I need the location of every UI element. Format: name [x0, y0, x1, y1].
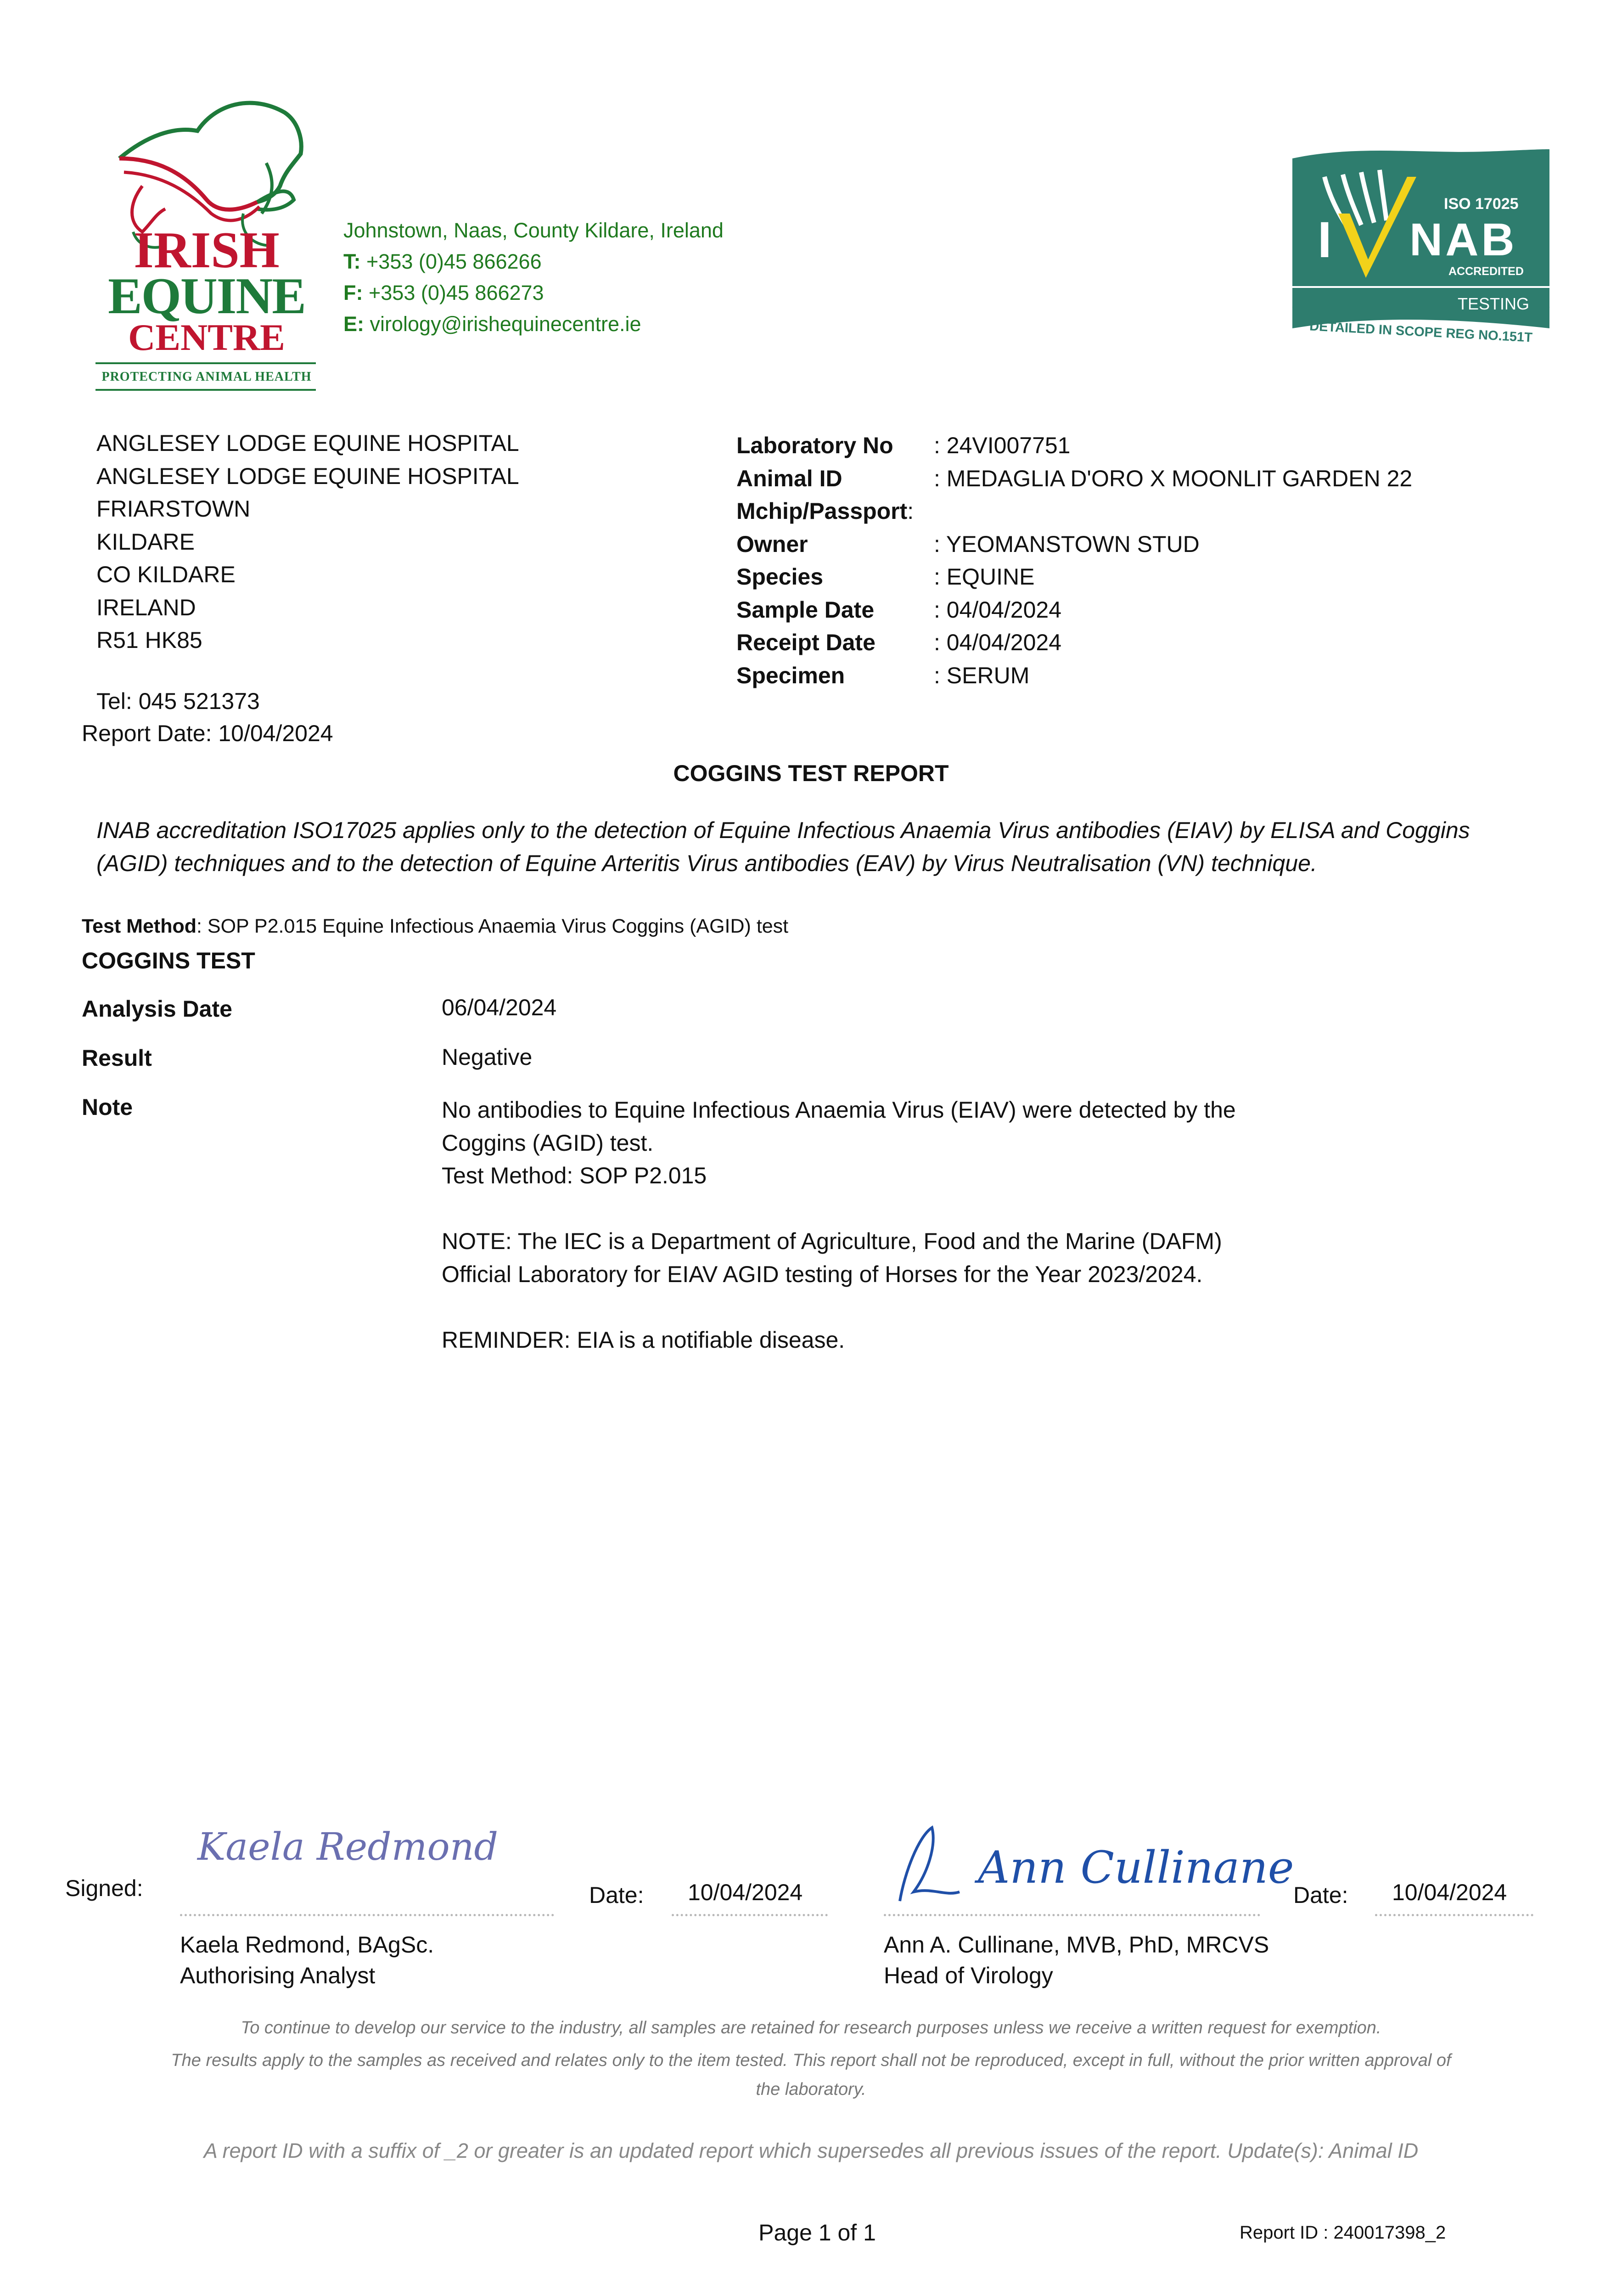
contact-email [343, 309, 724, 340]
address-line: R51 HK85 [96, 627, 202, 653]
logo-line-equine: EQUINE [108, 268, 305, 325]
lab-info-value: : [907, 498, 914, 524]
recipient-tel: Tel: 045 521373 [96, 688, 260, 714]
lab-info-row [736, 659, 1412, 692]
fax-number: +353 (0)45 866273 [369, 281, 544, 304]
lab-info-row [736, 462, 1412, 495]
date-line-right [1375, 1914, 1533, 1916]
report-id: Report ID : 240017398_2 [1240, 2223, 1446, 2243]
handwritten-signature-right [881, 1818, 1294, 1910]
svg-text:Kaela Redmond: Kaela Redmond [197, 1825, 499, 1869]
logo-line-centre: CENTRE [128, 316, 285, 358]
recipient-address [96, 427, 519, 657]
contact-address: Johnstown, Naas, County Kildare, Ireland [343, 219, 724, 242]
lab-info-row [736, 594, 1412, 627]
signed-label: Signed: [65, 1875, 143, 1901]
signature-line-left [180, 1914, 554, 1916]
lab-info-table [736, 429, 1412, 692]
logo-divider-bottom [95, 389, 316, 391]
signatory-name: Ann A. Cullinane, MVB, PhD, MRCVS [884, 1932, 1269, 1958]
lab-info-value: : MEDAGLIA D'ORO X MOONLIT GARDEN 22 [934, 465, 1413, 491]
address-line: ANGLESEY LODGE EQUINE HOSPITAL [96, 463, 519, 489]
inab-brand: NAB [1409, 214, 1517, 265]
lab-info-value: : 04/04/2024 [934, 630, 1062, 655]
svg-text:I: I [1318, 212, 1332, 268]
inab-testing: TESTING [1458, 294, 1530, 313]
inab-accreditation-note: INAB accreditation ISO17025 applies only to the detection of Equine Infectious Anaemia Virus antibodies (EIAV) by ELISA and Coggins (AGID) techniques and to the detection of Equine Arteritis Virus antibodies (EAV) by Virus Neutralisation (VN) technique. [96, 817, 1470, 876]
signatory-name: Kaela Redmond, BAgSc. [180, 1932, 434, 1958]
date-line-left [672, 1914, 828, 1916]
report-title: COGGINS TEST REPORT [673, 760, 949, 786]
phone-label: T: [343, 250, 361, 273]
footer-disclaimer [138, 2014, 1484, 2104]
disclaimer-line: To continue to develop our service to the industry, all samples are retained for research purposes unless we receive a written request for exemption. [241, 2018, 1381, 2037]
address-line: IRELAND [96, 594, 196, 620]
section-heading: COGGINS TEST [82, 948, 255, 974]
logo-tagline: PROTECTING ANIMAL HEALTH [101, 370, 312, 384]
lab-info-label: Species [736, 564, 824, 590]
test-method [82, 915, 788, 938]
logo-divider [95, 362, 316, 364]
date-value-right: 10/04/2024 [1392, 1880, 1507, 1905]
logo-line-irish: IRISH [134, 222, 280, 279]
signatory-right [884, 1930, 1269, 1991]
date-label-right: Date: [1293, 1882, 1348, 1908]
date-label-left: Date: [589, 1882, 644, 1908]
result-value: Negative [442, 1044, 533, 1070]
note-paragraph: NOTE: The IEC is a Department of Agriculture, Food and the Marine (DAFM) Official Laboratory for EIAV AGID testing of Horses for the Year 2023/2024. [442, 1228, 1222, 1287]
iec-logo [92, 94, 321, 406]
contact-fax [343, 277, 724, 309]
result-label: Result [82, 1045, 152, 1071]
signatory-title: Head of Virology [884, 1963, 1053, 1988]
lab-info-value: : YEOMANSTOWN STUD [934, 531, 1200, 557]
lab-info-label: Sample Date [736, 597, 875, 623]
signature-ann-cullinane [881, 1818, 1294, 1910]
signatory-title: Authorising Analyst [180, 1963, 376, 1988]
email-label: E: [343, 312, 364, 336]
address-line: KILDARE [96, 529, 195, 555]
inab-scope: DETAILED IN SCOPE REG NO.151T [1309, 319, 1533, 345]
lab-info-label: Specimen [736, 662, 845, 688]
lab-info-row [736, 626, 1412, 659]
lab-info-label: Animal ID [736, 465, 842, 491]
note-paragraph: No antibodies to Equine Infectious Anaemia Virus (EIAV) were detected by the Coggins (AGID) test. Test Method: SOP P2.015 [442, 1097, 1236, 1188]
note-text [442, 1094, 1268, 1390]
test-method-label: Test Method [82, 915, 197, 937]
lab-info-label: Laboratory No [736, 433, 893, 458]
note-paragraph: REMINDER: EIA is a notifiable disease. [442, 1327, 845, 1353]
lab-info-row [736, 561, 1412, 594]
lab-info-value: : SERUM [934, 662, 1030, 688]
contact-phone [343, 246, 724, 277]
lab-info-value: : EQUINE [934, 564, 1035, 590]
lab-info-row [736, 495, 1412, 528]
contact-block [343, 215, 724, 340]
lab-info-label: Receipt Date [736, 630, 876, 655]
lab-info-row [736, 528, 1412, 561]
lab-info-label: Mchip/Passport [736, 498, 908, 524]
update-note: A report ID with a suffix of _2 or greater is an updated report which supersedes all previous issues of the report. Update(s): Animal ID [203, 2139, 1419, 2162]
note-label: Note [82, 1094, 133, 1120]
test-method-value: : SOP P2.015 Equine Infectious Anaemia Virus Coggins (AGID) test [196, 915, 789, 937]
fax-label: F: [343, 281, 363, 304]
signature-kaela-redmond [193, 1816, 499, 1880]
lab-info-label: Owner [736, 531, 808, 557]
disclaimer-line: The results apply to the samples as received and relates only to the item tested. This report shall not be reproduced, except in full, without the prior written approval of the laboratory. [171, 2051, 1451, 2099]
lab-info-value: : 24VI007751 [934, 433, 1071, 458]
analysis-date-value: 06/04/2024 [442, 995, 557, 1020]
svg-text:Ann Cullinane: Ann Cullinane [978, 1842, 1294, 1893]
signature-line-right [884, 1914, 1260, 1916]
report-date: Report Date: 10/04/2024 [82, 720, 333, 746]
address-line: FRIARSTOWN [96, 496, 251, 522]
inab-iso: ISO 17025 [1444, 195, 1519, 213]
signatory-left [180, 1930, 434, 1991]
lab-info-value: : 04/04/2024 [934, 597, 1062, 623]
address-line: CO KILDARE [96, 562, 236, 587]
email-address: virology@irishequinecentre.ie [370, 312, 641, 336]
phone-number: +353 (0)45 866266 [366, 250, 542, 273]
address-line: ANGLESEY LODGE EQUINE HOSPITAL [96, 430, 519, 456]
date-value-left: 10/04/2024 [688, 1880, 803, 1905]
inab-accredited: ACCREDITED [1448, 265, 1524, 278]
handwritten-signature-left [193, 1816, 499, 1880]
lab-info-row [736, 429, 1412, 462]
inab-badge [1292, 149, 1549, 351]
page-number: Page 1 of 1 [758, 2220, 876, 2245]
analysis-date-label: Analysis Date [82, 996, 232, 1022]
